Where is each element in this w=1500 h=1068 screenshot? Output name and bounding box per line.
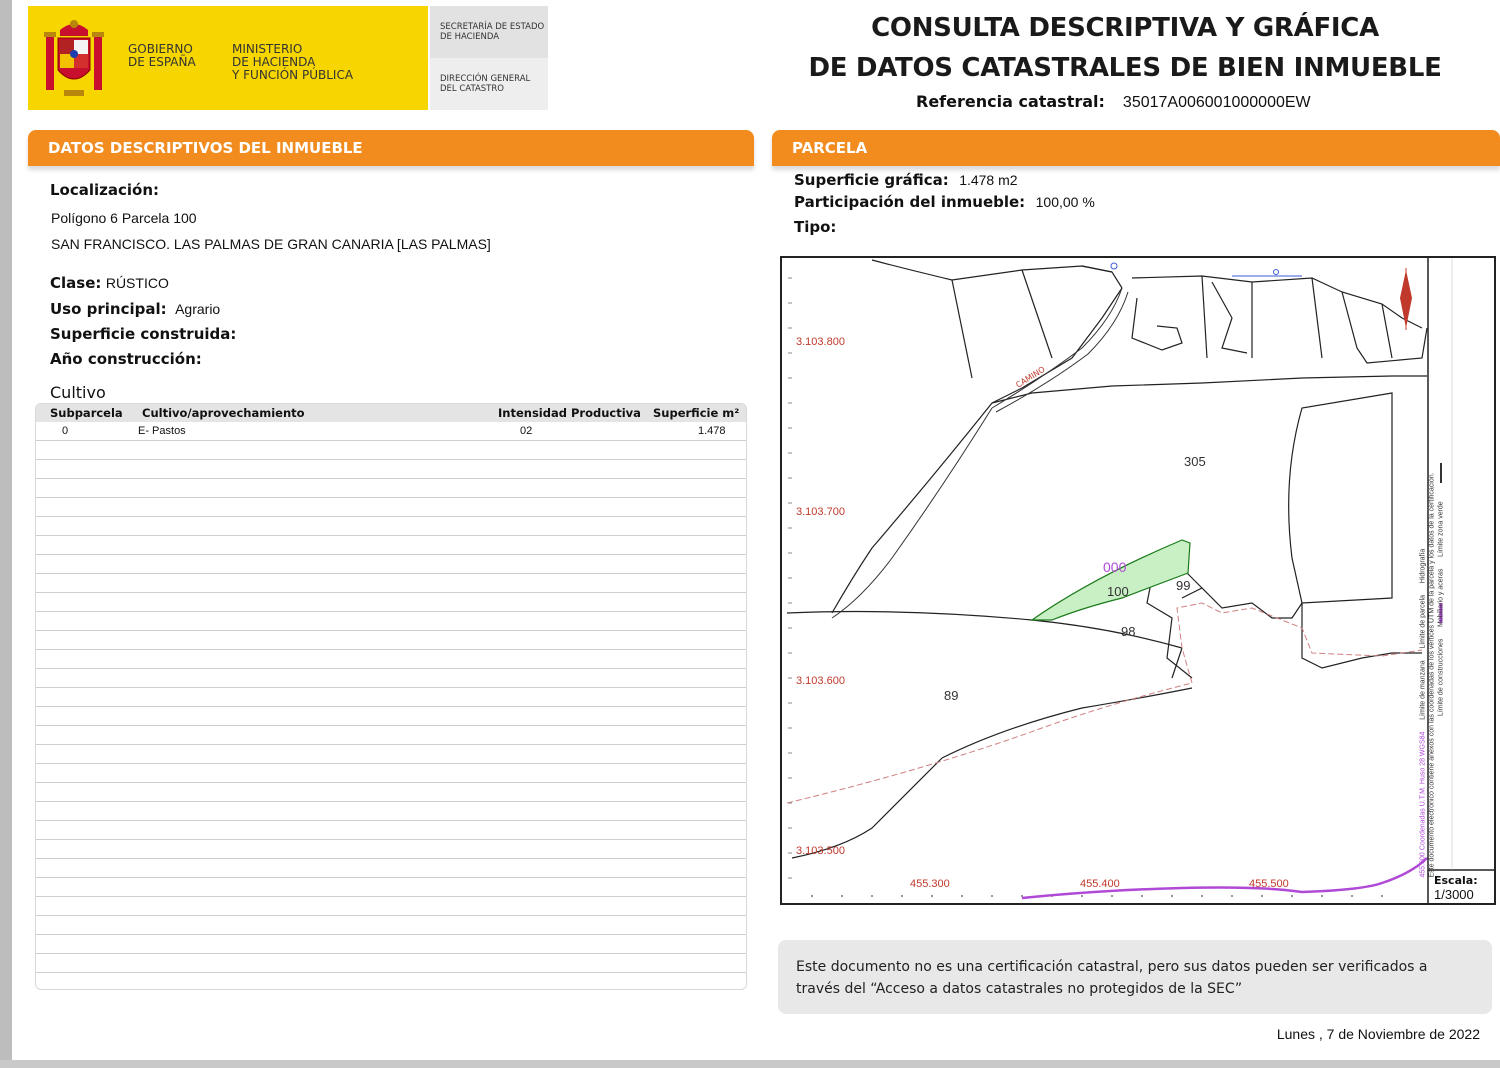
map-legend [1419, 258, 1494, 878]
cell-intensidad: 02 [520, 425, 533, 437]
map-y-tick: 3.103.700 [796, 506, 845, 518]
table-row-empty [36, 802, 746, 821]
parcel-label: 100 [1107, 584, 1129, 599]
parcel-label: 99 [1176, 578, 1191, 593]
map-x-tick: 455.400 [1080, 878, 1120, 890]
table-row-empty [36, 973, 746, 990]
map-bottom-dots [811, 895, 1383, 897]
table-row-empty [36, 498, 746, 517]
col-superficie: Superficie m² [653, 406, 740, 420]
referencia-label: Referencia catastral: [916, 92, 1105, 111]
table-row-empty [36, 536, 746, 555]
table-row-empty [36, 631, 746, 650]
dashed-limit-lines [787, 603, 1422, 803]
ministerio-text: MINISTERIO DE HACIENDA Y FUNCIÓN PÚBLICA [232, 42, 354, 82]
notice-box [778, 940, 1492, 1014]
table-row-empty [36, 954, 746, 973]
map-drawing [782, 258, 1494, 903]
table-row-empty [36, 688, 746, 707]
escala-value: 1/3000 [1434, 887, 1474, 902]
uso-value: Agrario [175, 301, 221, 317]
page-title: CONSULTA DESCRIPTIVA Y GRÁFICA DE DATOS CATASTRALES DE BIEN INMUEBLE [808, 13, 1442, 83]
table-row-empty [36, 764, 746, 783]
hydro-symbol-icon [1111, 263, 1117, 269]
superficie-grafica-field: Superficie gráfica: 1.478 m2 [794, 171, 1018, 189]
hydro-symbol-icon [1274, 270, 1279, 275]
map-y-tick: 3.103.500 [796, 845, 845, 857]
parcel-label: 305 [1184, 454, 1206, 469]
table-row-empty [36, 840, 746, 859]
table-row-empty [36, 726, 746, 745]
parcel-100-area [1032, 540, 1190, 620]
page-left-edge [0, 0, 12, 1068]
gobierno-espana-text: GOBIERNO DE ESPAÑA [128, 42, 196, 69]
table-row [36, 422, 746, 441]
page-bottom-edge [0, 1060, 1500, 1068]
north-arrow-icon [1400, 268, 1412, 330]
anio-construccion-label: Año construcción: [50, 350, 202, 368]
legend-rotated: 455.600 Coordenadas U.T.M. Huso 28 WGS84 Límite de manzana Límite de parcela Hidrografía Este documento electrónico contiene anexos con las coordenadas de los vértices UTM de la parcela y los datos de la certificación. Límite de construcciones Mobiliario y aceras Límite zona verde [1419, 472, 1445, 878]
clase-field: Clase: RÚSTICO [50, 274, 169, 292]
road-label: CAMINO [1014, 364, 1047, 390]
table-header [36, 404, 746, 422]
table-row-empty [36, 441, 746, 460]
cadastral-map [780, 256, 1496, 905]
empty-rows [36, 441, 746, 990]
participacion-field: Participación del inmueble: 100,00 % [794, 193, 1095, 211]
cultivo-label: Cultivo [50, 383, 106, 402]
camino-road [832, 288, 1128, 618]
participacion-value: 100,00 % [1035, 194, 1095, 210]
uso-field: Uso principal: Agrario [50, 300, 221, 318]
tipo-label: Tipo: [794, 218, 837, 236]
escala-label: Escala: [1434, 874, 1478, 887]
direccion-text: DIRECCIÓN GENERAL DEL CATASTRO [440, 74, 531, 94]
table-row-empty [36, 593, 746, 612]
localizacion-label: Localización: [50, 181, 160, 199]
table-row-empty [36, 669, 746, 688]
referencia-value: 35017A006001000000EW [1122, 94, 1311, 111]
localizacion-line1: Polígono 6 Parcela 100 [51, 210, 197, 226]
gobierno-logo-block [28, 6, 428, 110]
superficie-construida-label: Superficie construida: [50, 325, 237, 343]
parcel-label: 98 [1121, 624, 1136, 639]
referencia-catastral [916, 92, 1311, 112]
table-row-empty [36, 821, 746, 840]
parcel-label: 89 [944, 688, 959, 703]
table-row-empty [36, 460, 746, 479]
subparcel-label: 000 [1103, 559, 1127, 575]
notice-line1: Este documento no es una certificación catastral, pero sus datos pueden ser verificados a [796, 959, 1428, 975]
table-row-empty [36, 745, 746, 764]
secretaria-text: SECRETARÍA DE ESTADO DE HACIENDA [440, 22, 545, 42]
localizacion-line2: SAN FRANCISCO. LAS PALMAS DE GRAN CANARIA [LAS PALMAS] [51, 236, 491, 252]
section-header-datos: DATOS DESCRIPTIVOS DEL INMUEBLE [28, 130, 754, 166]
map-y-tick: 3.103.600 [796, 675, 845, 687]
map-axis-ticks [788, 278, 792, 878]
table-row-empty [36, 612, 746, 631]
table-row-empty [36, 479, 746, 498]
col-subparcela: Subparcela [50, 406, 123, 420]
table-row-empty [36, 517, 746, 536]
table-row-empty [36, 783, 746, 802]
clase-value: RÚSTICO [105, 275, 169, 291]
table-row-empty [36, 555, 746, 574]
col-intensidad: Intensidad Productiva [498, 406, 641, 420]
notice-line2: través del “Acceso a datos catastrales no protegidos de la SEC” [796, 981, 1243, 997]
table-row-empty [36, 878, 746, 897]
map-x-tick: 455.500 [1249, 878, 1289, 890]
table-row-empty [36, 574, 746, 593]
table-row-empty [36, 916, 746, 935]
map-y-tick: 3.103.800 [796, 336, 845, 348]
table-row-empty [36, 859, 746, 878]
cell-subparcela: 0 [62, 425, 69, 437]
cell-cultivo: E- Pastos [138, 425, 186, 437]
table-row-empty [36, 650, 746, 669]
document-date: Lunes , 7 de Noviembre de 2022 [1276, 1026, 1480, 1042]
superficie-grafica-value: 1.478 m2 [959, 172, 1018, 188]
table-row-empty [36, 897, 746, 916]
table-row-empty [36, 707, 746, 726]
coat-of-arms-icon [42, 14, 106, 104]
catastro-logo-block [430, 6, 548, 110]
cultivo-table [35, 403, 747, 990]
map-x-tick: 455.300 [910, 878, 950, 890]
section-header-parcela: PARCELA [772, 130, 1500, 166]
col-cultivo: Cultivo/aprovechamiento [142, 406, 305, 420]
table-row-empty [36, 935, 746, 954]
cell-superficie: 1.478 [698, 425, 726, 437]
